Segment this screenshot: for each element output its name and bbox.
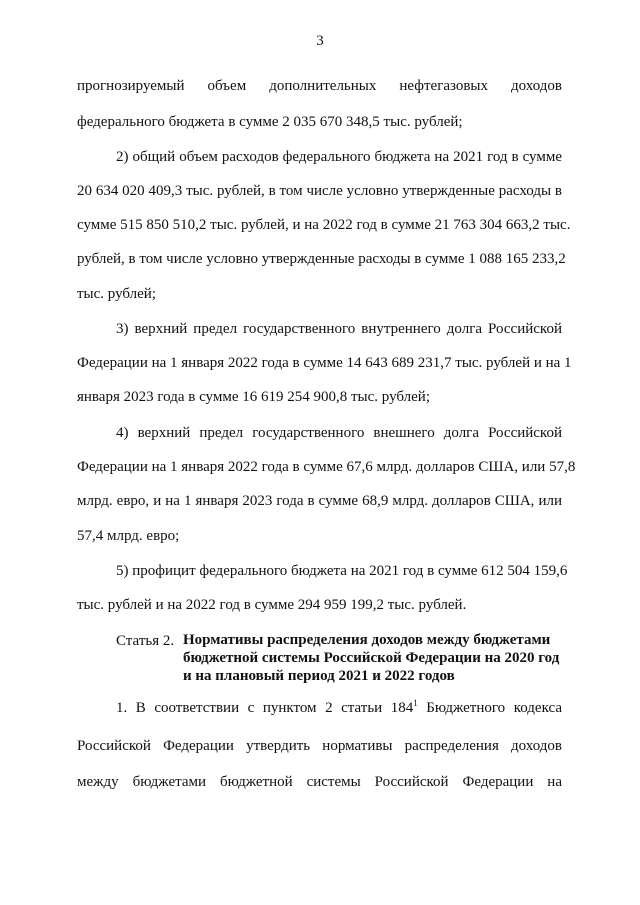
paragraph-line: 4) верхний предел государственного внешнего долга Российской [116,425,562,441]
paragraph-line: 57,4 млрд. евро; [77,528,180,544]
paragraph-line: 5) профицит федерального бюджета на 2021 год в сумме 612 504 159,6 [116,563,568,579]
article-title-line: Нормативы распределения доходов между бюджетами [183,632,551,648]
article-number-superscript: 1 [413,698,418,708]
paragraph-line: тыс. рублей; [77,286,156,302]
paragraph-line: Федерации на 1 января 2022 года в сумме 67,6 млрд. долларов США, или 57,8 [77,459,576,475]
article-title [183,631,563,685]
paragraph-line: между бюджетами бюджетной системы Российской Федерации на [77,774,562,790]
article-title-line: и на плановый период 2021 и 2022 годов [183,668,455,684]
page-number: 3 [316,33,324,49]
paragraph-line: федерального бюджета в сумме 2 035 670 348,5 тыс. рублей; [77,114,463,130]
paragraph-line: 3) верхний предел государственного внутреннего долга Российской [116,321,562,337]
paragraph-line: рублей, в том числе условно утвержденные расходы в сумме 1 088 165 233,2 [77,251,566,267]
paragraph-line: млрд. евро, и на 1 января 2023 года в сумме 68,9 млрд. долларов США, или [77,493,562,509]
paragraph-line: 20 634 020 409,3 тыс. рублей, в том числе условно утвержденные расходы в [77,183,562,199]
paragraph-line: Российской Федерации утвердить нормативы распределения доходов [77,738,562,754]
article-text-start: 1. В соответствии с пунктом 2 статьи 184 [116,700,414,716]
paragraph-line: прогнозируемый объем дополнительных нефтегазовых доходов [77,78,562,94]
paragraph-line: Федерации на 1 января 2022 года в сумме 14 643 689 231,7 тыс. рублей и на 1 [77,355,572,371]
paragraph-line: тыс. рублей и на 2022 год в сумме 294 959 199,2 тыс. рублей. [77,597,467,613]
article-label: Статья 2. [116,633,175,649]
article-title-line: бюджетной системы Российской Федерации на 2020 год [183,650,560,666]
paragraph-line: сумме 515 850 510,2 тыс. рублей, и на 2022 год в сумме 21 763 304 663,2 тыс. [77,217,571,233]
paragraph-line: 2) общий объем расходов федерального бюджета на 2021 год в сумме [116,149,562,165]
paragraph-line [116,698,562,718]
paragraph-line: января 2023 года в сумме 16 619 254 900,8 тыс. рублей; [77,389,430,405]
article-text-end: Бюджетного кодекса [417,700,563,716]
